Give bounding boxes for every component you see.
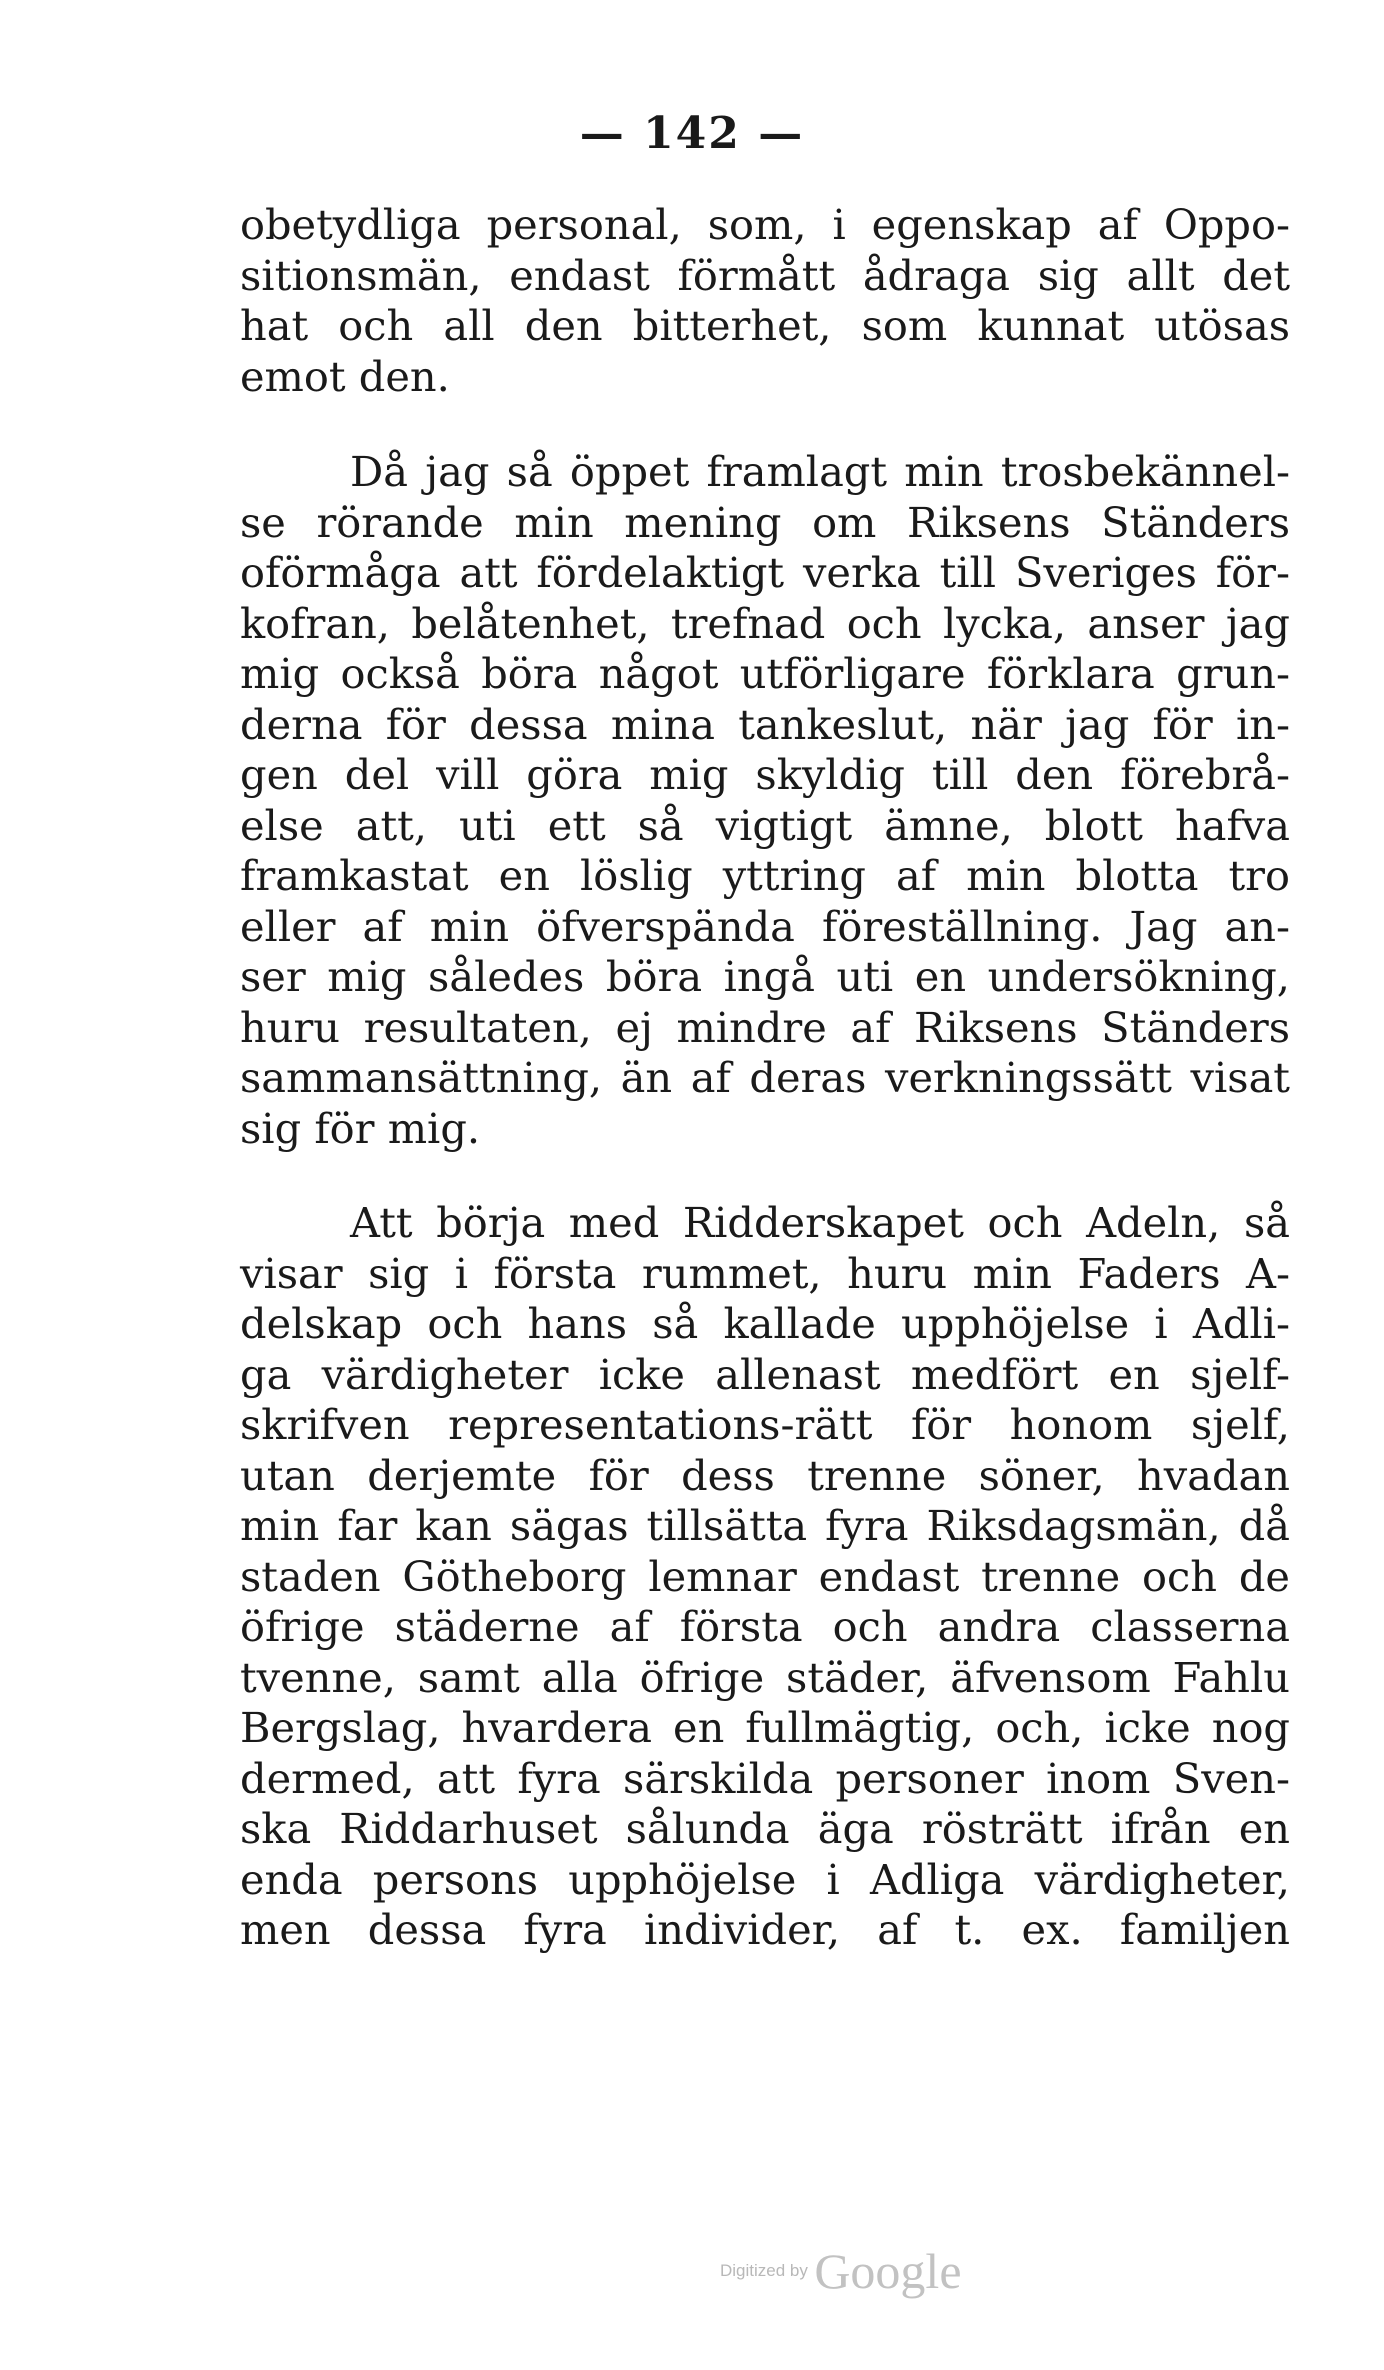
text-line: öfrige städerne af första och andra classerna <box>240 1602 1290 1651</box>
text-line: ser mig således böra ingå uti en undersökning, <box>240 952 1290 1001</box>
text-line: men dessa fyra individer, af t. ex. familjen <box>240 1905 1290 1954</box>
text-line: Att börja med Ridderskapet och Adeln, så <box>350 1198 1290 1247</box>
text-line: huru resultaten, ej mindre af Riksens Ständers <box>240 1002 1290 1052</box>
text-line: enda persons upphöjelse i Adliga värdigheter, <box>240 1854 1290 1904</box>
text-line: kofran, belåtenhet, trefnad och lycka, anser jag <box>240 598 1290 648</box>
text-line: sitionsmän, endast förmått ådraga sig allt det <box>240 250 1290 300</box>
text-line: eller af min öfverspända föreställning. Jag an- <box>240 901 1290 951</box>
text-line: ga värdigheter icke allenast medfört en sjelf- <box>240 1349 1290 1399</box>
text-line: derna för dessa mina tankeslut, när jag för in- <box>240 699 1290 749</box>
text-line: else att, uti ett så vigtigt ämne, blott hafva <box>240 800 1290 850</box>
paragraph-3 <box>240 1198 1290 1956</box>
text-line: Bergslag, hvardera en fullmägtig, och, icke nog <box>240 1703 1290 1752</box>
digitized-watermark <box>720 2242 962 2300</box>
google-logo: Google <box>814 2243 962 2299</box>
text-line: staden Götheborg lemnar endast trenne och de <box>240 1551 1290 1601</box>
text-line: gen del vill göra mig skyldig till den förebrå- <box>240 750 1290 799</box>
text-line: delskap och hans så kallade upphöjelse i Adli- <box>240 1299 1290 1348</box>
text-line: dermed, att fyra särskilda personer inom Sven- <box>240 1753 1290 1803</box>
paragraph-1 <box>240 200 1290 402</box>
text-line: emot den. <box>240 351 450 401</box>
digitized-label: Digitized by <box>720 2261 808 2280</box>
text-line: Då jag så öppet framlagt min trosbekännel- <box>350 447 1290 496</box>
text-line: obetydliga personal, som, i egenskap af Oppo- <box>240 200 1290 249</box>
text-line: skrifven representations-rätt för honom sjelf, <box>240 1400 1290 1449</box>
text-line: mig också böra något utförligare förklara grun- <box>240 649 1290 698</box>
text-line: se rörande min mening om Riksens Ständers <box>240 497 1290 547</box>
text-line: utan derjemte för dess trenne söner, hvadan <box>240 1450 1290 1500</box>
text-line: ska Riddarhuset sålunda äga rösträtt ifrån en <box>240 1804 1290 1853</box>
text-line: hat och all den bitterhet, som kunnat utösas <box>240 301 1290 350</box>
page-number: — 142 — <box>579 108 805 159</box>
text-line: tvenne, samt alla öfrige städer, äfvensom Fahlu <box>240 1652 1290 1702</box>
text-line: oförmåga att fördelaktigt verka till Sveriges för- <box>240 548 1290 597</box>
text-line: min far kan sägas tillsätta fyra Riksdagsmän, då <box>240 1501 1290 1550</box>
text-line: visar sig i första rummet, huru min Faders A- <box>240 1248 1290 1298</box>
text-line: sig för mig. <box>240 1103 481 1153</box>
text-line: framkastat en löslig yttring af min blotta tro <box>240 851 1290 900</box>
text-line: sammansättning, än af deras verkningssätt visat <box>240 1053 1290 1102</box>
paragraph-2 <box>240 447 1290 1154</box>
